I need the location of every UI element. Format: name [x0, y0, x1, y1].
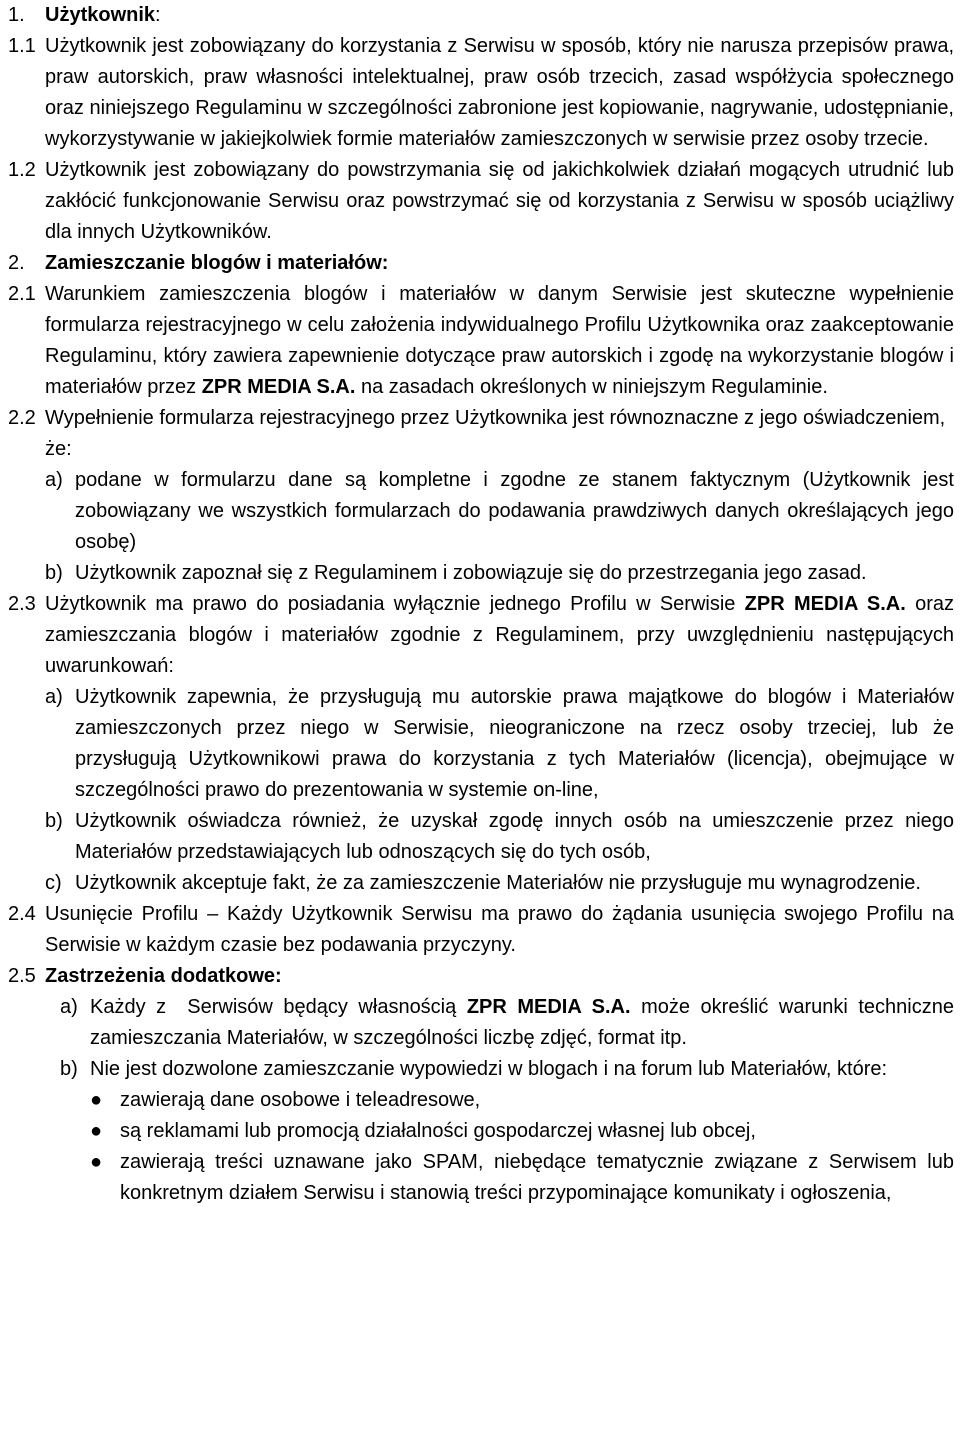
section-title: Użytkownik: — [45, 4, 161, 26]
clause-text: Wypełnienie formularza rejestracyjnego przez Użytkownika jest równoznaczne z jego oświadczeniem, że: — [45, 407, 946, 460]
clause-text: Użytkownik ma prawo do posiadania wyłącznie jednego Profilu w Serwisie ZPR MEDIA S.A. oraz zamieszczania blogów i materiałów zgodnie z Regulaminem, przy uwzględnieniu następujących uwarunkowań: — [45, 593, 954, 677]
clause-number: 1.2 — [8, 159, 36, 181]
list-item-label: b) — [45, 810, 63, 832]
section-number: 2. — [8, 252, 25, 274]
clause-2-5 — [8, 961, 954, 992]
clause-number: 2.2 — [8, 407, 36, 429]
clause-number: 1.1 — [8, 35, 36, 57]
clause-2-4 — [8, 899, 954, 961]
list-item-label: b) — [60, 1058, 78, 1080]
list-item — [60, 1054, 954, 1085]
section-1-heading — [8, 0, 954, 31]
list-item — [45, 682, 954, 806]
bullet-text: zawierają treści uznawane jako SPAM, niebędące tematycznie związane z Serwisem lub konkretnym działem Serwisu i stanowią treści przypominające komunikaty i ogłoszenia, — [120, 1151, 954, 1204]
list-item — [45, 558, 954, 589]
list-item-label: c) — [45, 872, 62, 894]
bullet-icon: ● — [90, 1151, 103, 1173]
clause-title: Zastrzeżenia dodatkowe: — [45, 965, 282, 987]
clause-2-3 — [8, 589, 954, 682]
bullet-item — [90, 1085, 954, 1116]
company-name: ZPR MEDIA S.A. — [466, 996, 631, 1018]
clause-text: Użytkownik jest zobowiązany do powstrzymania się od jakichkolwiek działań mogących utrudnić lub zakłócić funkcjonowanie Serwisu oraz powstrzymać się od korzystania z Serwisu w sposób uciążliwy dla innych Użytkowników. — [45, 159, 954, 243]
bullet-icon: ● — [90, 1089, 103, 1111]
section-title: Zamieszczanie blogów i materiałów: — [45, 252, 389, 274]
list-item-label: a) — [45, 469, 63, 491]
bullet-text: są reklamami lub promocją działalności gospodarczej własnej lub obcej, — [120, 1120, 756, 1142]
list-item-label: a) — [60, 996, 78, 1018]
list-item — [45, 868, 954, 899]
list-item — [45, 806, 954, 868]
list-item-label: a) — [45, 686, 63, 708]
clause-1-2 — [8, 155, 954, 248]
list-item-text: Użytkownik zapoznał się z Regulaminem i zobowiązuje się do przestrzegania jego zasad. — [75, 562, 867, 584]
bullet-text: zawierają dane osobowe i teleadresowe, — [120, 1089, 481, 1111]
bullet-item — [90, 1116, 954, 1147]
section-number: 1. — [8, 4, 25, 26]
company-name: ZPR MEDIA S.A. — [744, 593, 906, 615]
clause-1-1 — [8, 31, 954, 155]
clause-number: 2.3 — [8, 593, 36, 615]
list-item-label: b) — [45, 562, 63, 584]
clause-number: 2.4 — [8, 903, 36, 925]
list-item — [60, 992, 954, 1054]
list-item-text: Użytkownik zapewnia, że przysługują mu autorskie prawa majątkowe do blogów i Materiałów zamieszczonych przez niego w Serwisie, nieograniczone na rzecz osoby trzeciej, lub że przysługują Użytkownikowi prawa do korzystania z tych Materiałów (licencja), obejmujące w szczególności prawo do prezentowania w systemie on-line, — [75, 686, 954, 801]
list-item-text: Użytkownik akceptuje fakt, że za zamieszczenie Materiałów nie przysługuje mu wynagrodzenie. — [75, 872, 921, 894]
clause-text: Warunkiem zamieszczenia blogów i materiałów w danym Serwisie jest skuteczne wypełnienie formularza rejestracyjnego w celu założenia indywidualnego Profilu Użytkownika oraz zaakceptowanie Regulaminu, który zawiera zapewnienie dotyczące praw autorskich i zgodę na wykorzystanie blogów i materiałów przez ZPR MEDIA S.A. na zasadach określonych w niniejszym Regulaminie. — [45, 283, 954, 398]
section-2-heading — [8, 248, 954, 279]
clause-2-1 — [8, 279, 954, 403]
list-item-text: Każdy z Serwisów będący własnością ZPR MEDIA S.A. może określić warunki techniczne zamieszczania Materiałów, w szczególności liczbę zdjęć, format itp. — [90, 996, 954, 1049]
list-item-text: podane w formularzu dane są kompletne i zgodne ze stanem faktycznym (Użytkownik jest zobowiązany we wszystkich formularzach do podawania prawdziwych danych określających jego osobę) — [75, 469, 954, 553]
clause-text: Usunięcie Profilu – Każdy Użytkownik Serwisu ma prawo do żądania usunięcia swojego Profilu na Serwisie w każdym czasie bez podawania przyczyny. — [45, 903, 954, 956]
list-item-text: Nie jest dozwolone zamieszczanie wypowiedzi w blogach i na forum lub Materiałów, które: — [90, 1058, 888, 1080]
clause-number: 2.1 — [8, 283, 36, 305]
bullet-icon: ● — [90, 1120, 103, 1142]
list-item — [45, 465, 954, 558]
clause-2-2 — [8, 403, 954, 465]
clause-number: 2.5 — [8, 965, 36, 987]
company-name: ZPR MEDIA S.A. — [201, 376, 356, 398]
clause-text: Użytkownik jest zobowiązany do korzystania z Serwisu w sposób, który nie narusza przepisów prawa, praw autorskich, praw własności intelektualnej, praw osób trzecich, zasad współżycia społecznego oraz niniejszego Regulaminu w szczególności zabronione jest kopiowanie, nagrywanie, udostępnianie, wykorzystywanie w jakiejkolwiek formie materiałów zamieszczonych w serwisie przez osoby trzecie. — [45, 35, 954, 150]
bullet-item — [90, 1147, 954, 1209]
list-item-text: Użytkownik oświadcza również, że uzyskał zgodę innych osób na umieszczenie przez niego Materiałów przedstawiających lub odnoszących się do tych osób, — [75, 810, 954, 863]
